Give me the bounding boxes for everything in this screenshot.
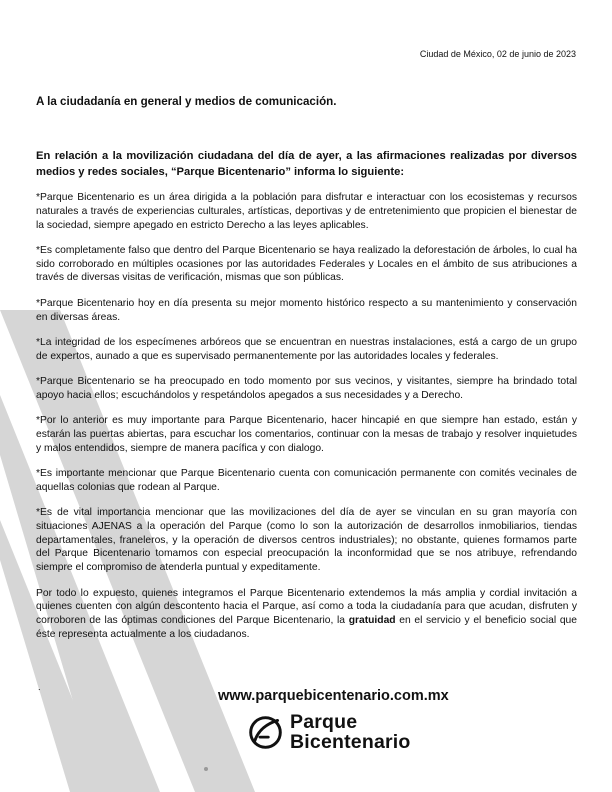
footer-dot [204, 767, 208, 771]
closing-text-end: en el servicio y el beneficio social que éste representa actualmente a los ciudadanos. [36, 615, 577, 640]
paragraph: *Parque Bicentenario se ha preocupado en todo momento por sus vecinos, y visitantes, siempre ha brindado total apoyo hacia ellos; escuchándolos y respetándolos apegados a sus necesidades y a Derecho. [36, 375, 577, 401]
logo-wordmark [290, 712, 411, 752]
salutation: A la ciudadanía en general y medios de comunicación. [36, 95, 337, 108]
closing-bold-word: gratuidad [348, 615, 396, 627]
logo-line-bicentenario: Bicentenario [290, 731, 411, 753]
paragraph: *Por lo anterior es muy importante para Parque Bicentenario, hacer hincapié en que siempre han estado, están y estarán las puertas abiertas, para escuchar los comentarios, continuar con la mesas de trabajo y resolver inquietudes y malos entendidos, siempre de manera pacífica y con dialogo. [36, 415, 577, 454]
stray-dot: . [38, 682, 41, 692]
closing-paragraph [36, 587, 577, 642]
paragraph: *Parque Bicentenario es un área dirigida a la población para disfrutar e interactuar con los ecosistemas y recursos naturales a través de experiencias culturales, artísticas, deportivas y de entretenimiento que propicien el bienestar de la sociedad, siempre apegado en estricto Derecho a las leyes aplicables. [36, 192, 577, 231]
paragraph: *Es completamente falso que dentro del Parque Bicentenario se haya realizado la deforestación de árboles, lo cual ha sido corroborado en múltiples ocasiones por las autoridades Federales y Locales en el ámbito de sus atribuciones a través de diversas visitas de verificación, mismas que son públicas. [36, 244, 577, 284]
letter-body [36, 191, 577, 653]
paragraph: *Es de vital importancia mencionar que las movilizaciones del día de ayer se vinculan en su gran mayoría con situaciones AJENAS a la operación del Parque (como lo son la autorización de desarrollos inmobiliarios, tiendas departamentales, franeleros, y la operación de diversos centros industriales); no obstante, quienes formamos parte del Parque Bicentenario tomamos con especial preocupación la inconformidad que se nos atribuye, refrendando siempre el compromiso de atenderla puntual y expeditamente. [36, 507, 577, 574]
leaf-circle-icon [247, 714, 284, 751]
website-url[interactable]: www.parquebicentenario.com.mx [218, 688, 449, 704]
paragraph: *Es importante mencionar que Parque Bicentenario cuenta con comunicación permanente con comités vecinales de aquellas colonias que rodean al Parque. [36, 467, 577, 493]
logo-line-parque: Parque [290, 711, 358, 733]
date-line: Ciudad de México, 02 de junio de 2023 [419, 49, 576, 59]
parque-bicentenario-logo [247, 712, 411, 752]
intro-statement: En relación a la movilización ciudadana del día de ayer, a las afirmaciones realizadas por diversos medios y redes sociales, “Parque Bicentenario” informa lo siguiente: [36, 150, 577, 178]
closing-text-start: Por todo lo expuesto, quienes integramos el Parque Bicentenario extendemos la más amplia y cordial invitación a quienes cuenten con algún descontento hacia el Parque, así como a toda la ciudadanía para que acudan, disfruten y corroboren de las óptimas condiciones del Parque Bicentenario, la [36, 587, 577, 627]
paragraph: *La integridad de los especímenes arbóreos que se encuentran en nuestras instalaciones, está a cargo de un grupo de expertos, aunado a que es supervisado permanentemente por las autoridades locales y federales. [36, 336, 577, 362]
paragraph: *Parque Bicentenario hoy en día presenta su mejor momento histórico respecto a su mantenimiento y conservación en diversas áreas. [36, 297, 577, 323]
